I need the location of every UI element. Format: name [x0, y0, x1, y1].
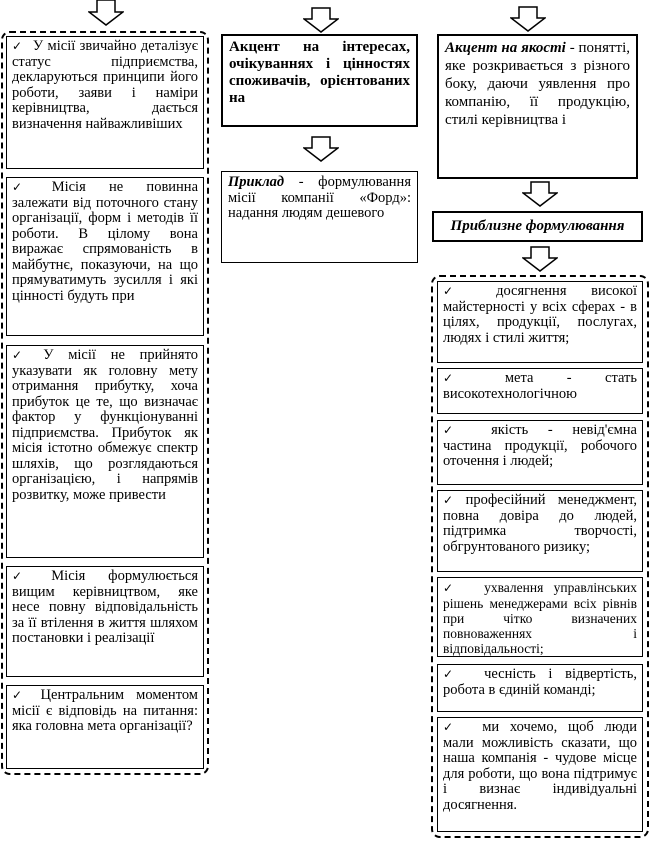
approx-title: Приблизне формулювання [450, 218, 625, 234]
arrow-down-icon [303, 136, 339, 162]
left-item-text: У місії звичайно деталізує статус підприємства, декларуються принципи його роботи, заяви і наміри керівництва, дається визначення найважливіших [12, 38, 198, 132]
checkmark-icon: ✓ [443, 284, 475, 298]
checkmark-icon: ✓ [443, 581, 461, 595]
arrow-down-icon [510, 6, 546, 32]
quality-header-box [437, 34, 638, 179]
arrow-down-icon [88, 0, 124, 26]
middle-header-text: Акцент на інтересах, очікуваннях і цінностях споживачів, орієнтованих на [229, 39, 410, 106]
right-item-text: чесність і відвертість, робота в єдиній команді; [443, 666, 637, 698]
arrow-down-icon [522, 246, 558, 272]
middle-header-box [221, 34, 418, 127]
right-item-3 [437, 420, 643, 485]
right-item-text: ми хочемо, щоб люди мали можливість сказати, що наша компанія - чудове місце для роботи, що вона підтримує і визнає індивідуальні досягнення. [443, 719, 637, 813]
left-item-text: Центральним моментом місії є відповідь на питання: яка головна мета організації? [12, 687, 198, 734]
left-item-text: У місії не прийнято указувати як головну мету отримання прибутку, хоча прибуток це те, що визначає фактор у функціонуванні підприємства. Прибуток як місія істотно обмежує спектр шляхів, що розглядаються організацією, і напрямів розвитку, може привести [12, 347, 199, 503]
checkmark-icon: ✓ [12, 569, 42, 583]
checkmark-icon: ✓ [12, 688, 31, 702]
left-item-4 [6, 566, 204, 677]
checkmark-icon: ✓ [12, 39, 23, 53]
right-item-text: якість - невід'ємна частина продукції, робочого оточення і людей; [443, 422, 637, 469]
right-item-2 [437, 368, 643, 414]
checkmark-icon: ✓ [443, 667, 463, 681]
checkmark-icon: ✓ [12, 348, 34, 362]
left-item-1 [6, 36, 204, 169]
left-item-2 [6, 177, 204, 336]
checkmark-icon: ✓ [12, 180, 42, 194]
quality-header-label: Акцент на якості [445, 40, 566, 56]
right-item-7 [437, 717, 643, 832]
checkmark-icon: ✓ [443, 493, 462, 507]
right-item-text: досягнення високої майстерності у всіх сферах - в цілях, продукції, послугах, людях і стилі життя; [443, 283, 637, 346]
checkmark-icon: ✓ [443, 423, 470, 437]
arrow-down-icon [522, 181, 558, 207]
right-item-4 [437, 490, 643, 572]
right-item-5 [437, 577, 643, 657]
left-item-5 [6, 685, 204, 769]
example-label: Приклад [228, 174, 285, 190]
left-item-text: Місія формулюється вищим керівництвом, яке несе повну відповідальність за її втілення в життя шляхом постановки і реалізації [12, 568, 198, 646]
example-box [221, 171, 418, 263]
example-text: - формулювання місії компанії «Форд»: надання людям дешевого [228, 174, 411, 221]
left-item-text: Місія не повинна залежати від поточного стану організації, форм і методів її роботи. В цілому вона виражає спрямованість в майбутнє, показуючи, на що прямуватимуть зусилля і які цінності будуть при [12, 179, 198, 304]
quality-header-text: - понятті, яке розкривається з різного боку, даючи уявлення про компанію, її продукцію, стилі керівництва і [445, 40, 631, 128]
arrow-down-icon [303, 7, 339, 33]
approx-title-box [432, 211, 643, 242]
left-item-3 [6, 345, 204, 558]
right-item-6 [437, 664, 643, 712]
checkmark-icon: ✓ [443, 720, 461, 734]
checkmark-icon: ✓ [443, 371, 483, 385]
right-item-text: мета - стать високотехнологічною [443, 370, 637, 402]
right-item-text: ухвалення управлінських рішень менеджерами всіх рівнів при чітко визначених повноваженнях і відповідальності; [443, 580, 637, 656]
right-item-text: професійний менеджмент, повна довіра до людей, підтримка творчості, обгрунтованого ризику; [443, 492, 637, 555]
right-item-1 [437, 281, 643, 363]
